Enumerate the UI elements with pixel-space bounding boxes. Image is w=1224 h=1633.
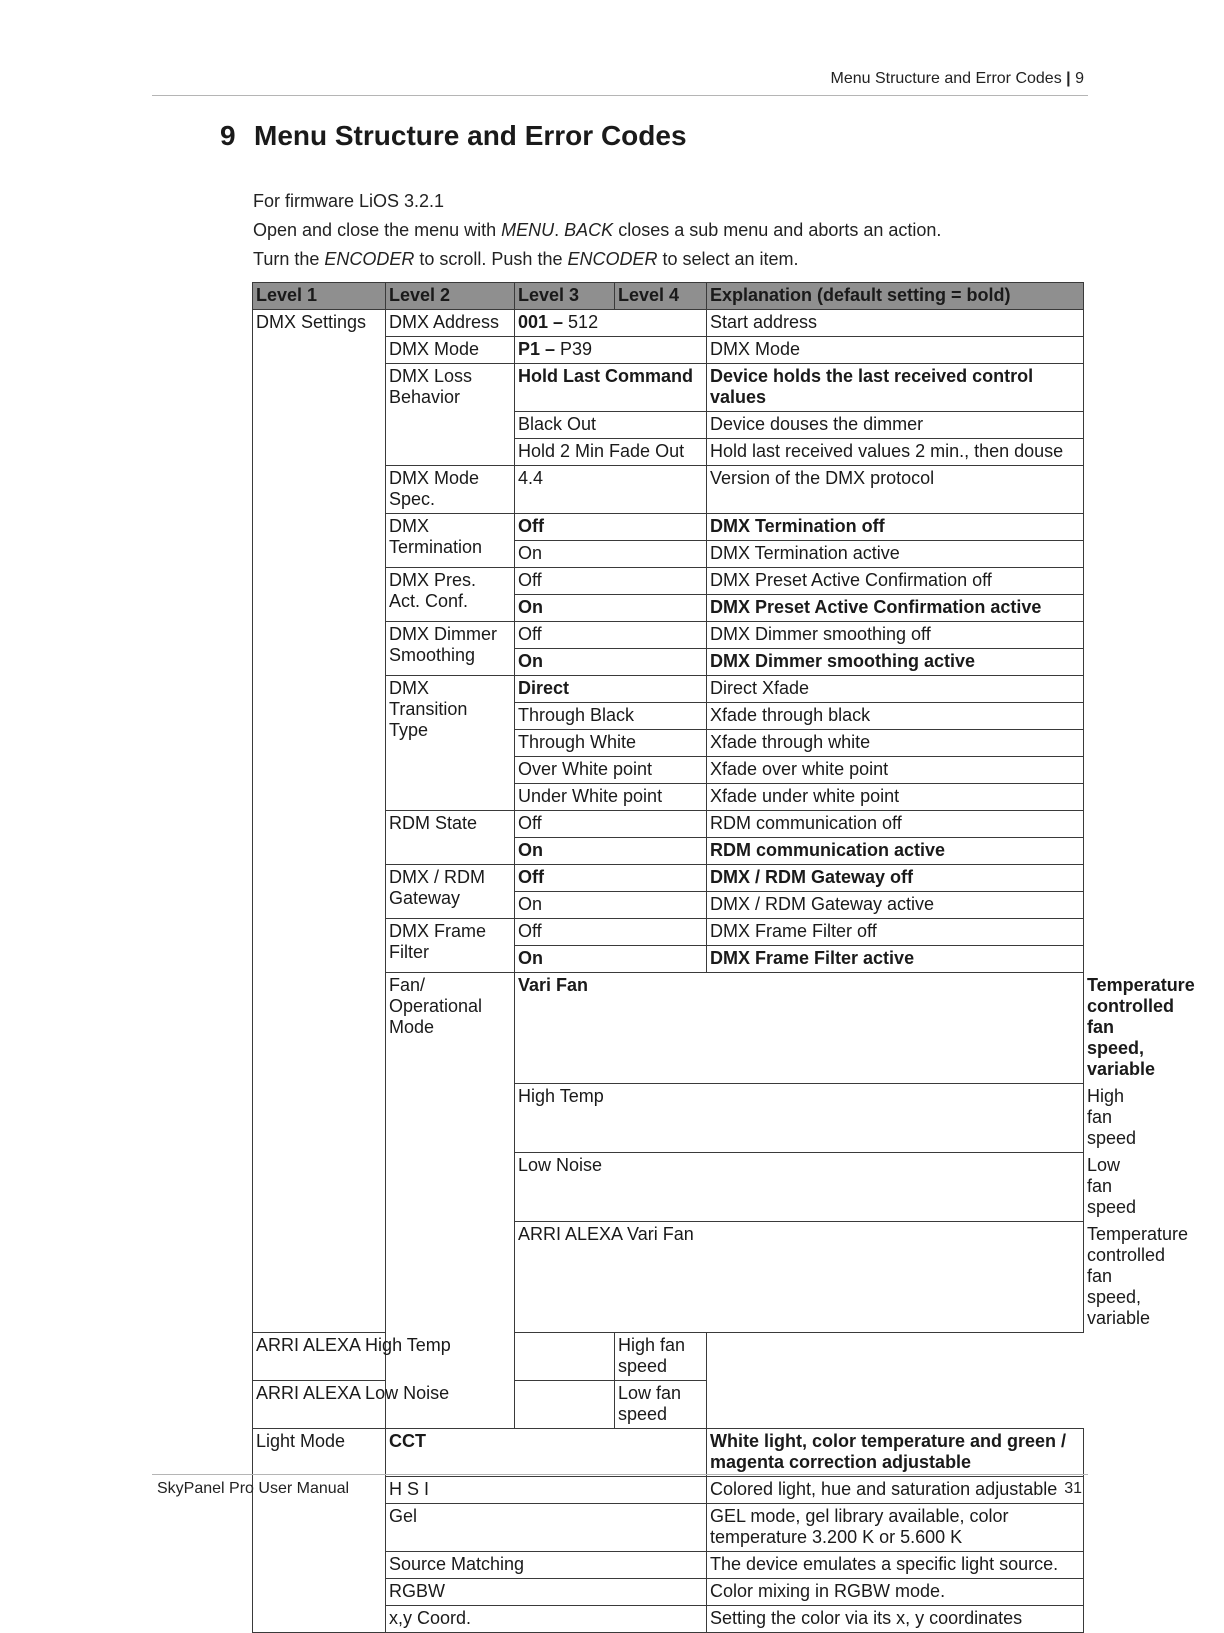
level2-cell: DMX Mode Spec. <box>386 466 515 514</box>
level2-cell: DMX Dimmer Smoothing <box>386 622 515 676</box>
intro-text: closes a sub menu and aborts an action. <box>613 220 942 240</box>
level2-cell: DMX Loss Behavior <box>386 364 515 466</box>
back-key-label: BACK <box>564 220 614 240</box>
header-level-4: Level 4 <box>615 283 707 310</box>
intro-text: to scroll. Push the <box>414 249 568 269</box>
level3-cell: Black Out <box>515 412 707 439</box>
level2-cell: Vari Fan <box>515 973 1084 1084</box>
table-header-row <box>253 283 1084 310</box>
level3-cell: Hold 2 Min Fade Out <box>515 439 707 466</box>
table-row <box>253 1333 1084 1381</box>
level3-cell: On <box>515 946 707 973</box>
explanation-cell: DMX Frame Filter off <box>707 919 1084 946</box>
level3-cell: Through Black <box>515 703 707 730</box>
explanation-cell: RDM communication active <box>707 838 1084 865</box>
level2-cell: Gel <box>386 1504 707 1552</box>
table-row: High Temp High fan speed <box>253 1084 1084 1153</box>
explanation-cell: Hold last received values 2 min., then douse <box>707 439 1084 466</box>
level1-light-mode: Light Mode <box>253 1429 386 1633</box>
level3-cell: Direct <box>515 676 707 703</box>
header-section-title: Menu Structure and Error Codes <box>830 70 1062 87</box>
explanation-cell: Setting the color via its x, y coordinates <box>707 1606 1084 1633</box>
level2-cell: x,y Coord. <box>386 1606 707 1633</box>
explanation-cell: Colored light, hue and saturation adjustable <box>707 1477 1084 1504</box>
level2-cell: DMX Transition Type <box>386 676 515 811</box>
level1-fan-mode: Fan/ Operational Mode <box>386 973 515 1429</box>
level3-cell <box>515 337 707 364</box>
explanation-cell: DMX / RDM Gateway active <box>707 892 1084 919</box>
explanation-cell: GEL mode, gel library available, color temperature 3.200 K or 5.600 K <box>707 1504 1084 1552</box>
intro-menu-line <box>253 220 941 241</box>
explanation-cell: DMX / RDM Gateway off <box>707 865 1084 892</box>
explanation-cell: White light, color temperature and green / magenta correction adjustable <box>707 1429 1084 1477</box>
explanation-cell: DMX Termination active <box>707 541 1084 568</box>
explanation-cell: DMX Dimmer smoothing active <box>707 649 1084 676</box>
explanation-cell: Device douses the dimmer <box>707 412 1084 439</box>
level2-cell: ARRI ALEXA Vari Fan <box>515 1222 1084 1333</box>
level3-cell: Off <box>515 622 707 649</box>
level2-cell: RDM State <box>386 811 515 865</box>
explanation-cell: Version of the DMX protocol <box>707 466 1084 514</box>
explanation-cell: Xfade through black <box>707 703 1084 730</box>
encoder-label: ENCODER <box>567 249 658 269</box>
level2-cell: DMX Frame Filter <box>386 919 515 973</box>
firmware-note: For firmware LiOS 3.2.1 <box>253 191 445 211</box>
level2-cell: RGBW <box>386 1579 707 1606</box>
explanation-cell: Device holds the last received control values <box>707 364 1084 412</box>
level1-dmx-settings: DMX Settings <box>253 310 386 1333</box>
table-row <box>253 1429 1084 1477</box>
table-row: Fan/ Operational Mode Vari Fan Temperature controlled fan speed, variable <box>253 973 1084 1084</box>
level3-cell: Off <box>515 811 707 838</box>
explanation-cell: DMX Mode <box>707 337 1084 364</box>
level2-cell: DMX Address <box>386 310 515 337</box>
table-row <box>253 310 1084 337</box>
level2-cell: DMX / RDM Gateway <box>386 865 515 919</box>
range-end: P39 <box>555 339 593 359</box>
level2-cell: DMX Pres. Act. Conf. <box>386 568 515 622</box>
level3-cell <box>515 310 707 337</box>
level3-cell: On <box>515 595 707 622</box>
explanation-cell: DMX Preset Active Confirmation off <box>707 568 1084 595</box>
header-explanation: Explanation (default setting = bold) <box>707 283 1084 310</box>
intro-text: . <box>554 220 565 240</box>
level2-cell: Source Matching <box>386 1552 707 1579</box>
explanation-cell: DMX Frame Filter active <box>707 946 1084 973</box>
level2-cell: High Temp <box>515 1084 1084 1153</box>
table-row: Low Noise Low fan speed <box>253 1153 1084 1222</box>
footer-rule <box>152 1474 1088 1475</box>
level3-cell: Under White point <box>515 784 707 811</box>
explanation-cell: Xfade through white <box>707 730 1084 757</box>
chapter-heading <box>220 120 687 152</box>
level3-cell: On <box>515 838 707 865</box>
footer-page-number: 31 <box>1064 1480 1082 1497</box>
menu-structure-table <box>252 282 1195 1633</box>
explanation-cell: The device emulates a specific light source. <box>707 1552 1084 1579</box>
level2-cell: DMX Mode <box>386 337 515 364</box>
level3-cell: Through White <box>515 730 707 757</box>
range-start: P1 – <box>518 339 556 359</box>
explanation-cell: Color mixing in RGBW mode. <box>707 1579 1084 1606</box>
level3-cell: Off <box>515 568 707 595</box>
explanation-cell: High fan speed <box>615 1333 707 1381</box>
level3-cell: On <box>515 892 707 919</box>
header-level-1: Level 1 <box>253 283 386 310</box>
level2-cell: CCT <box>386 1429 707 1477</box>
level2-cell: Low Noise <box>515 1153 1084 1222</box>
level2-cell: H S I <box>386 1477 707 1504</box>
level3-cell: Hold Last Command <box>515 364 707 412</box>
explanation-cell: DMX Preset Active Confirmation active <box>707 595 1084 622</box>
encoder-label: ENCODER <box>324 249 415 269</box>
explanation-cell: Direct Xfade <box>707 676 1084 703</box>
intro-text: to select an item. <box>657 249 799 269</box>
table-row: ARRI ALEXA Vari Fan Temperature controlled fan speed, variable <box>253 1222 1084 1333</box>
level3-cell: 4.4 <box>515 466 707 514</box>
footer-manual-title: SkyPanel Pro User Manual <box>157 1480 350 1497</box>
range-end: 512 <box>563 312 599 332</box>
explanation-cell: Xfade over white point <box>707 757 1084 784</box>
range-start: 001 – <box>518 312 564 332</box>
explanation-cell: DMX Dimmer smoothing off <box>707 622 1084 649</box>
level3-cell: On <box>515 541 707 568</box>
chapter-title: Menu Structure and Error Codes <box>254 120 687 151</box>
header-separator: | <box>1066 70 1071 87</box>
header-rule <box>152 95 1088 96</box>
level3-cell: Off <box>515 514 707 541</box>
level2-cell: DMX Termination <box>386 514 515 568</box>
level2-cell: ARRI ALEXA High Temp <box>253 1333 615 1381</box>
intro-text: Open and close the menu with <box>253 220 502 240</box>
explanation-cell: Xfade under white point <box>707 784 1084 811</box>
level3-cell: Off <box>515 919 707 946</box>
explanation-cell: DMX Termination off <box>707 514 1084 541</box>
menu-key-label: MENU <box>501 220 555 240</box>
explanation-cell: Start address <box>707 310 1084 337</box>
table-row <box>253 1381 1084 1429</box>
intro-text: Turn the <box>253 249 325 269</box>
intro-encoder-line <box>253 249 799 270</box>
header-level-2: Level 2 <box>386 283 515 310</box>
explanation-cell: RDM communication off <box>707 811 1084 838</box>
chapter-number: 9 <box>220 120 236 151</box>
level3-cell: On <box>515 649 707 676</box>
header-chapter-number: 9 <box>1075 70 1084 87</box>
header-level-3: Level 3 <box>515 283 615 310</box>
level3-cell: Over White point <box>515 757 707 784</box>
level3-cell: Off <box>515 865 707 892</box>
level2-cell: ARRI ALEXA Low Noise <box>253 1381 615 1429</box>
running-header <box>830 70 1084 88</box>
explanation-cell: Low fan speed <box>615 1381 707 1429</box>
